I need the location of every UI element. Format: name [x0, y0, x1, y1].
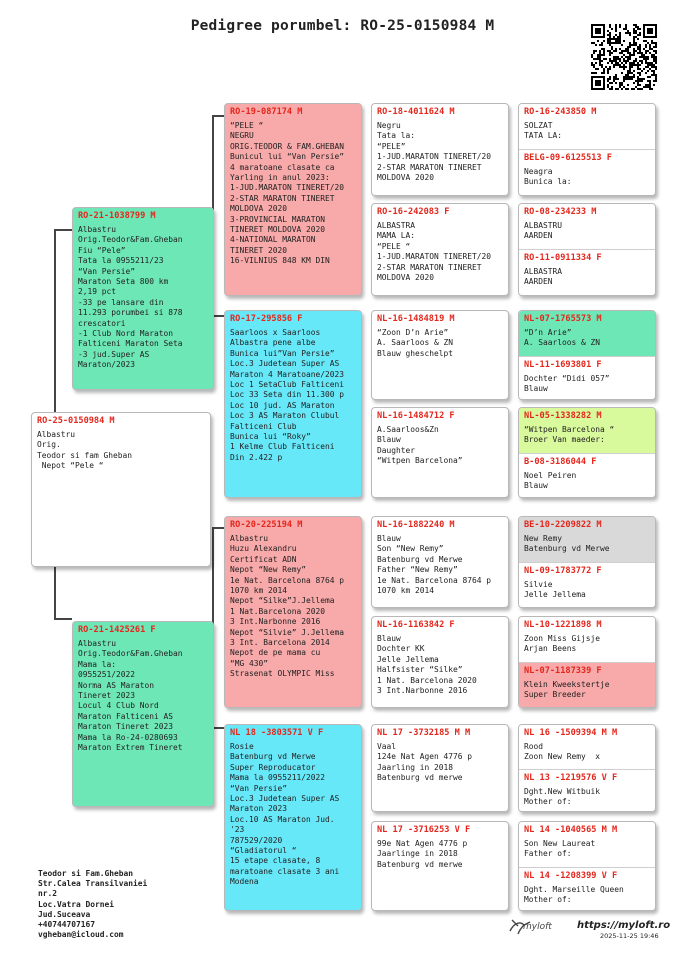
page-title: Pedigree porumbel: RO-25-0150984 M	[190, 18, 495, 34]
ancestor-text: Noel Peiren Blauw	[524, 471, 577, 491]
ancestor-pair-card	[518, 103, 656, 196]
ancestor-text: ALBASTRA AARDEN	[524, 267, 563, 287]
ancestor-text: SOLZAT TATA LA:	[524, 121, 563, 141]
great-grandparent-text: Vaal 124e Nat Agen 4776 p Jaarling in 2018 Batenburg vd merwe	[377, 742, 473, 783]
grandparent-text: Albastru Huzu Alexandru Certificat ADN Nepot “New Remy” 1e Nat. Barcelona 8764 p 1070 km 2014 Nepot “Silke”J.Jellema 1 Nat.Barcelona 2020 3 Int.Narbonne 2016 Nepot “Silvie” J.Jellema 3 Int. Barcelona 2014 Nepot de pe mama cu “MG 430” Strasenat OLYMPIC Miss	[230, 534, 345, 679]
great-grandparent-text: 99e Nat Agen 4776 p Jaarlinge in 2018 Batenburg vd merwe	[377, 839, 468, 869]
ancestor-sire[interactable]	[519, 725, 655, 769]
great-grandparent-ring: NL 17 -3716253 V F	[377, 825, 471, 835]
great-grandparent-text: Blauw Son “New Remy” Batenburg vd Merwe Father “New Remy” 1e Nat. Barcelona 8764 p 1070 km 2014	[377, 534, 492, 596]
ancestor-text: “Witpen Barcelona “ Broer Van maeder:	[524, 425, 615, 445]
ancestor-sire[interactable]	[519, 311, 655, 356]
ancestor-text: Silvie Jelle Jellema	[524, 580, 586, 600]
grandparent-ring: RO-19-087174 M	[230, 107, 303, 117]
ancestor-dam[interactable]	[519, 149, 655, 195]
ancestor-ring: BELG-09-6125513 F	[524, 153, 612, 163]
ancestor-pair-card	[518, 407, 656, 498]
ancestor-pair-card	[518, 616, 656, 708]
great-grandparent-ring: RO-18-4011624 M	[377, 107, 455, 117]
ancestor-text: Dght. Marseille Queen Mother of:	[524, 885, 624, 905]
ancestor-dam[interactable]	[519, 662, 655, 707]
owner-info: Teodor si Fam.Gheban Str.Calea Transilvaniei nr.2 Loc.Vatra Dornei Jud.Suceava +40744707167 vgheban@icloud.com	[38, 869, 148, 940]
ancestor-text: Zoon Miss Gijsje Arjan Beens	[524, 634, 601, 654]
great-grandparent-text: “Zoon D’n Arie” A. Saarloos & ZN Blauw gheschelpt	[377, 328, 454, 358]
great-grandparent-text: ALBASTRA MAMA LA: “PELE “ 1-JUD.MARATON TINERET/20 2-STAR MARATON TINERET MOLDOVA 2020	[377, 221, 492, 283]
great-grandparent-card[interactable]	[371, 616, 509, 708]
great-grandparent-ring: NL-16-1484819 M	[377, 314, 455, 324]
great-grandparent-card[interactable]	[371, 310, 509, 400]
grandparent-card[interactable]	[224, 310, 362, 498]
great-grandparent-ring: NL-16-1882240 M	[377, 520, 455, 530]
ancestor-ring: RO-16-243850 M	[524, 107, 597, 117]
site-link[interactable]: https://myloft.ro	[577, 920, 671, 931]
grandparent-ring: RO-17-295856 F	[230, 314, 303, 324]
ancestor-ring: NL 14 -1040565 M M	[524, 825, 618, 835]
great-grandparent-card[interactable]	[371, 203, 509, 296]
great-grandparent-text: A.Saarloos&Zn Blauw Daughter “Witpen Barcelona”	[377, 425, 463, 466]
ancestor-ring: NL-05-1338282 M	[524, 411, 602, 421]
ancestor-text: ALBASTRU AARDEN	[524, 221, 563, 241]
grandparent-card[interactable]	[224, 724, 362, 911]
ancestor-sire[interactable]	[519, 408, 655, 453]
ancestor-ring: NL-07-1765573 M	[524, 314, 602, 324]
ancestor-ring: NL 16 -1509394 M M	[524, 728, 618, 738]
ancestor-sire[interactable]	[519, 822, 655, 867]
great-grandparent-card[interactable]	[371, 516, 509, 608]
ancestor-text: Son New Laureat Father of:	[524, 839, 596, 859]
great-grandparent-card[interactable]	[371, 821, 509, 911]
great-grandparent-text: Blauw Dochter KK Jelle Jellema Halfsister “Silke” 1 Nat. Barcelona 2020 3 Int.Narbonne 2016	[377, 634, 477, 696]
dam-card[interactable]	[72, 621, 214, 807]
ancestor-ring: NL-11-1693801 F	[524, 360, 602, 370]
ancestor-ring: RO-08-234233 M	[524, 207, 597, 217]
ancestor-text: Neagra Bunica la:	[524, 167, 572, 187]
ancestor-dam[interactable]	[519, 453, 655, 497]
ancestor-text: Rood Zoon New Remy x	[524, 742, 601, 762]
ancestor-pair-card	[518, 821, 656, 911]
ancestor-sire[interactable]	[519, 204, 655, 249]
ancestor-ring: B-08-3186044 F	[524, 457, 597, 467]
great-grandparent-card[interactable]	[371, 724, 509, 812]
ancestor-ring: NL-09-1783772 F	[524, 566, 602, 576]
subject-card[interactable]	[31, 412, 211, 567]
ancestor-dam[interactable]	[519, 249, 655, 295]
great-grandparent-ring: NL-16-1163842 F	[377, 620, 455, 630]
ancestor-sire[interactable]	[519, 104, 655, 149]
ancestor-dam[interactable]	[519, 867, 655, 910]
great-grandparent-ring: NL-16-1484712 F	[377, 411, 455, 421]
grandparent-text: “PELE “ NEGRU ORIG.TEODOR & FAM.GHEBAN Bunicul lui “Van Persie” 4 maratoane clasate ca Yarling in anul 2023: 1-JUD.MARATON TINERET/20 2-STAR MARATON TINERET MOLDOVA 2020 3-PROVINCIAL MARATON TINERET MOLDOVA 2020 4-NATIONAL MARATON TINERET 2020 16-VILNIUS 848 KM DIN	[230, 121, 345, 266]
ancestor-ring: NL-10-1221898 M	[524, 620, 602, 630]
print-date: 2025-11-25 19:46	[600, 932, 659, 940]
ancestor-pair-card	[518, 310, 656, 400]
grandparent-card[interactable]	[224, 516, 362, 708]
great-grandparent-card[interactable]	[371, 407, 509, 498]
great-grandparent-ring: NL 17 -3732185 M M	[377, 728, 471, 738]
ancestor-dam[interactable]	[519, 769, 655, 811]
ancestor-text: New Remy Batenburg vd Merwe	[524, 534, 610, 554]
subject-ring: RO-25-0150984 M	[37, 416, 115, 426]
ancestor-text: “D’n Arie” A. Saarloos & ZN	[524, 328, 601, 348]
ancestor-pair-card	[518, 516, 656, 608]
ancestor-sire[interactable]	[519, 617, 655, 662]
ancestor-text: Dght.New Witbuik Mother of:	[524, 787, 601, 807]
grandparent-card[interactable]	[224, 103, 362, 296]
ancestor-pair-card	[518, 203, 656, 296]
grandparent-ring: RO-20-225194 M	[230, 520, 303, 530]
great-grandparent-text: Negru Tata la: “PELE” 1-JUD.MARATON TINERET/20 2-STAR MARATON TINERET MOLDOVA 2020	[377, 121, 492, 183]
grandparent-text: Rosie Batenburg vd Merwe Super Reproducator Mama la 0955211/2022 “Van Persie” Loc.3 Judetean Super AS Maraton 2023 Loc.10 AS Maraton Jud. '23 787529/2020 “Gladiatorul “ 15 etape clasate, 8 maratoane clasate 3 ani Modena	[230, 742, 340, 887]
ancestor-text: Dochter “Didi 057” Blauw	[524, 374, 610, 394]
grandparent-ring: NL 18 -3803571 V F	[230, 728, 324, 738]
brand-logo-text: myloft	[523, 922, 552, 932]
ancestor-text: Klein Kweekstertje Super Breeder	[524, 680, 610, 700]
subject-text: Albastru Orig. Teodor si fam Gheban Nepot “Pele “	[37, 430, 133, 471]
great-grandparent-ring: RO-16-242083 F	[377, 207, 450, 217]
ancestor-ring: NL 13 -1219576 V F	[524, 773, 618, 783]
ancestor-ring: BE-10-2209822 M	[524, 520, 602, 530]
grandparent-text: Saarloos x Saarloos Albastra pene albe Bunica lui”Van Persie” Loc.3 Judetean Super AS Maraton 4 Maratoane/2023 Loc 1 SetaClub Falticeni Loc 33 Seta din 11.300 p Loc 10 jud. AS Maraton Loc 3 AS Maraton Clubul Falticeni Club Bunica lui “Roky” 1 Kelme Club Falticeni Din 2.422 p	[230, 328, 345, 462]
sire-text: Albastru Orig.Teodor&Fam.Gheban Fiu “Pele” Tata la 0955211/23 “Van Persie” Maraton Seta 800 km 2,19 pct -33 pe lansare din 11.293 porumbei si 878 crescatori -1 Club Nord Maraton Falticeni Maraton Seta -3 jud.Super AS Maraton/2023	[78, 225, 183, 370]
dam-ring: RO-21-1425261 F	[78, 625, 156, 635]
ancestor-ring: NL 14 -1208399 V F	[524, 871, 618, 881]
ancestor-sire[interactable]	[519, 517, 655, 562]
ancestor-ring: RO-11-0911334 F	[524, 253, 602, 263]
ancestor-ring: NL-07-1187339 F	[524, 666, 602, 676]
ancestor-dam[interactable]	[519, 562, 655, 607]
sire-card[interactable]	[72, 207, 214, 390]
dam-text: Albastru Orig.Teodor&Fam.Gheban Mama la: 0955251/2022 Norma AS Maraton Tineret 2023 Locul 4 Club Nord Maraton Falticeni AS Maraton Tineret 2023 Mama la Ro-24-0280693 Maraton Extrem Tineret	[78, 639, 183, 753]
great-grandparent-card[interactable]	[371, 103, 509, 196]
ancestor-pair-card	[518, 724, 656, 812]
sire-ring: RO-21-1038799 M	[78, 211, 156, 221]
qr-code-icon	[591, 24, 657, 90]
ancestor-dam[interactable]	[519, 356, 655, 399]
